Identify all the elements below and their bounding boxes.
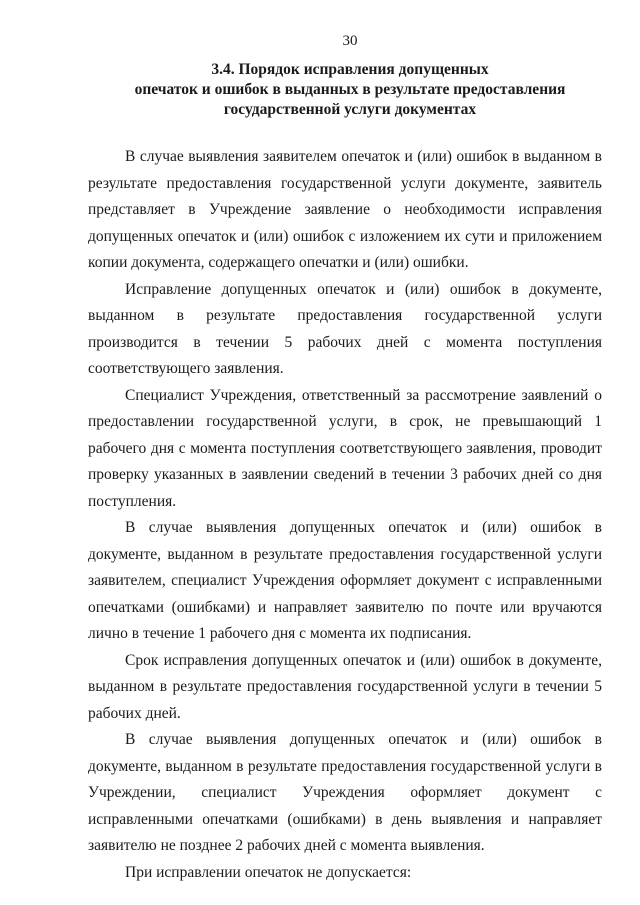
paragraph-1: В случае выявления заявителем опечаток и (или) ошибок в выданном в результате предоставления государственной услуги документе, заявитель представляет в Учреждение заявление о необходимости исправления допущенных опечаток и (или) ошибок с изложением их сути и приложением копии документа, содержащего опечатки и (или) ошибки. bbox=[88, 148, 602, 271]
paragraph-6: В случае выявления допущенных опечаток и (или) ошибок в документе, выданном в результате предоставления государственной услуги в Учреждении, специалист Учреждения оформляет документ с исправленными опечатками (ошибками) в день выявления и направляет заявителю не позднее 2 рабочих дней с момента выявления. bbox=[88, 731, 602, 854]
section-heading bbox=[80, 60, 620, 120]
heading-line-3: государственной услуги документах bbox=[223, 101, 477, 118]
page-number: 30 bbox=[342, 33, 358, 49]
paragraph-7: При исправлении опечаток не допускается: bbox=[125, 863, 412, 881]
paragraph-4: В случае выявления допущенных опечаток и (или) ошибок в документе, выданном в результате предоставления государственной услуги заявителем, специалист Учреждения оформляет документ с исправленными опечатками (ошибками) и направляет заявителю по почте или вручаются лично в течение 1 рабочего дня с момента их подписания. bbox=[88, 519, 602, 642]
heading-line-2: опечаток и ошибок в выданных в результате предоставления bbox=[134, 81, 566, 98]
paragraph-5: Срок исправления допущенных опечаток и (или) ошибок в документе, выданном в результате предоставления государственной услуги в течении 5 рабочих дней. bbox=[88, 651, 602, 722]
paragraph-3: Специалист Учреждения, ответственный за рассмотрение заявлений о предоставлении государственной услуги, в срок, не превышающий 1 рабочего дня с момента поступления соответствующего заявления, проводит проверку указанных в заявлении сведений в течении 3 рабочих дней со дня поступления. bbox=[88, 386, 602, 510]
paragraph-2: Исправление допущенных опечаток и (или) ошибок в документе, выданном в результате предоставления государственной услуги производится в течении 5 рабочих дней с момента поступления соответствующего заявления. bbox=[88, 280, 602, 377]
document-body bbox=[88, 144, 602, 886]
heading-line-1: 3.4. Порядок исправления допущенных bbox=[211, 61, 489, 78]
